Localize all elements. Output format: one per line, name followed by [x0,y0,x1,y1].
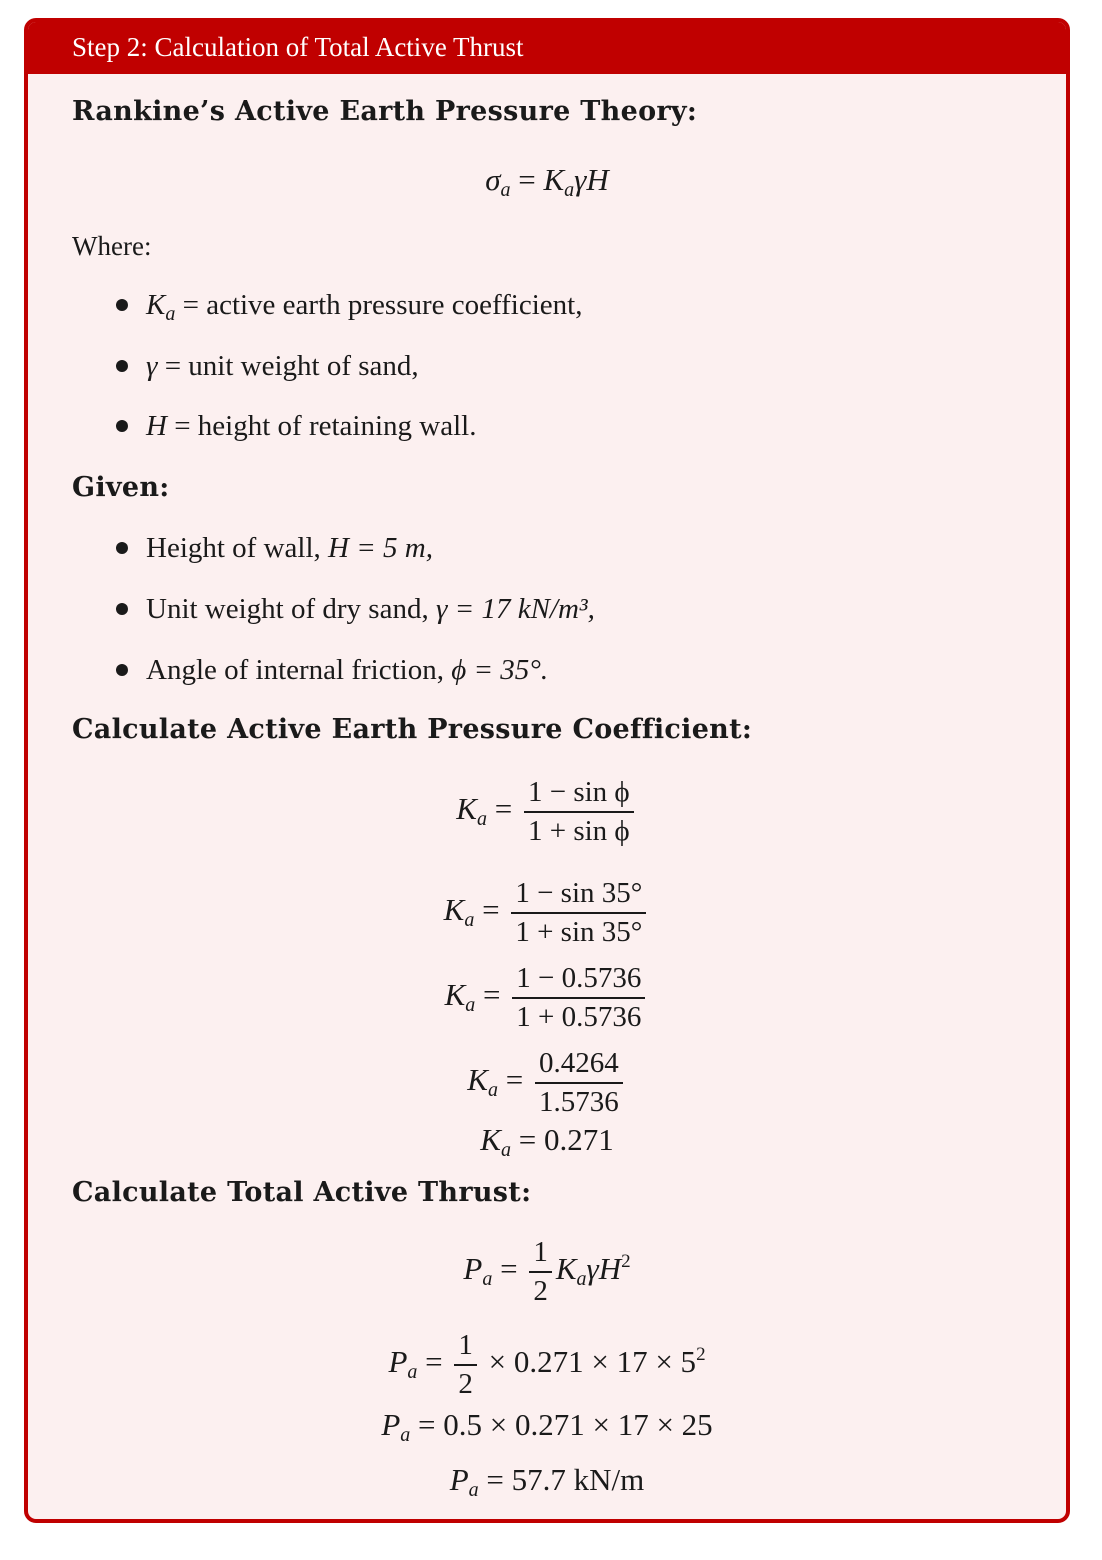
ka-substitution-2: $K_a$ = $\frac{1 - 0.5736}{1 + 0.5736}$ [28,962,1066,1034]
fraction: $\frac{1 - \sin 35^\circ}{1 + \sin 35^\circ}$ [511,877,646,949]
pa-general-equation: $P_a$ = $\frac{1}{2}$ $K_a\gamma H^2$ [463,1236,631,1307]
fraction: $\frac{0.4264}{1.5736}$ [535,1047,623,1119]
where-label: Where: [72,231,152,261]
bullet-dot [116,299,128,311]
box-title: Step 2: Calculation of Total Active Thrust [28,22,1066,74]
theory-heading: Rankine’s Active Earth Pressure Theory: [72,96,698,127]
ka-general-equation: $K_a$ = $\frac{\text{1 − sin ϕ}}{\text{1 + sin ϕ}}$ [28,776,1066,848]
given-item-friction-angle: Angle of internal friction, ϕ = 35°. [116,654,548,687]
solution-box [24,18,1070,1523]
ka-substitution-3: $K_a$ = $\frac{0.4264}{1.5736}$ [28,1047,1066,1119]
where-item-ka: $K_a$ = active earth pressure coefficient, [116,289,582,326]
pa-substitution-1: $P_a$ = $\frac{1}{2}$ × $0.271 \times 17 \times 5^2$ [388,1329,706,1400]
pa-result: $P_a = 57.7$ kN/m [449,1462,645,1501]
given-item-height: Height of wall, H = 5 m, [116,532,433,565]
ka-substitution-1: $K_a$ = $\frac{1 - \sin 35^\circ}{1 + \sin 35^\circ}$ [28,877,1066,949]
bullet-dot [116,360,128,372]
given-item-unit-weight: Unit weight of dry sand, γ = 17 kN/m³, [116,593,595,626]
bullet-dot [116,420,128,432]
ka-result: $K_a = 0.271$ [480,1122,614,1161]
rankine-equation: $\sigma_a = K_a\gamma H$ [485,162,609,201]
given-heading: Given: [72,472,170,503]
pa-substitution-2: $P_a = 0.5 \times 0.271 \times 17 \times 25$ [381,1407,713,1446]
where-item-h: H = height of retaining wall. [116,410,476,443]
fraction: $\frac{\text{1 − sin ϕ}}{\text{1 + sin ϕ}}$ [524,776,634,848]
bullet-dot [116,542,128,554]
bullet-dot [116,603,128,615]
ka-heading: Calculate Active Earth Pressure Coefficient: [72,714,753,745]
fraction: $\frac{1}{2}$ [454,1329,477,1401]
fraction: $\frac{1 - 0.5736}{1 + 0.5736}$ [512,962,645,1034]
bullet-dot [116,664,128,676]
thrust-heading: Calculate Total Active Thrust: [72,1177,532,1208]
where-item-gamma: γ = unit weight of sand, [116,350,419,383]
fraction: $\frac{1}{2}$ [529,1236,552,1308]
